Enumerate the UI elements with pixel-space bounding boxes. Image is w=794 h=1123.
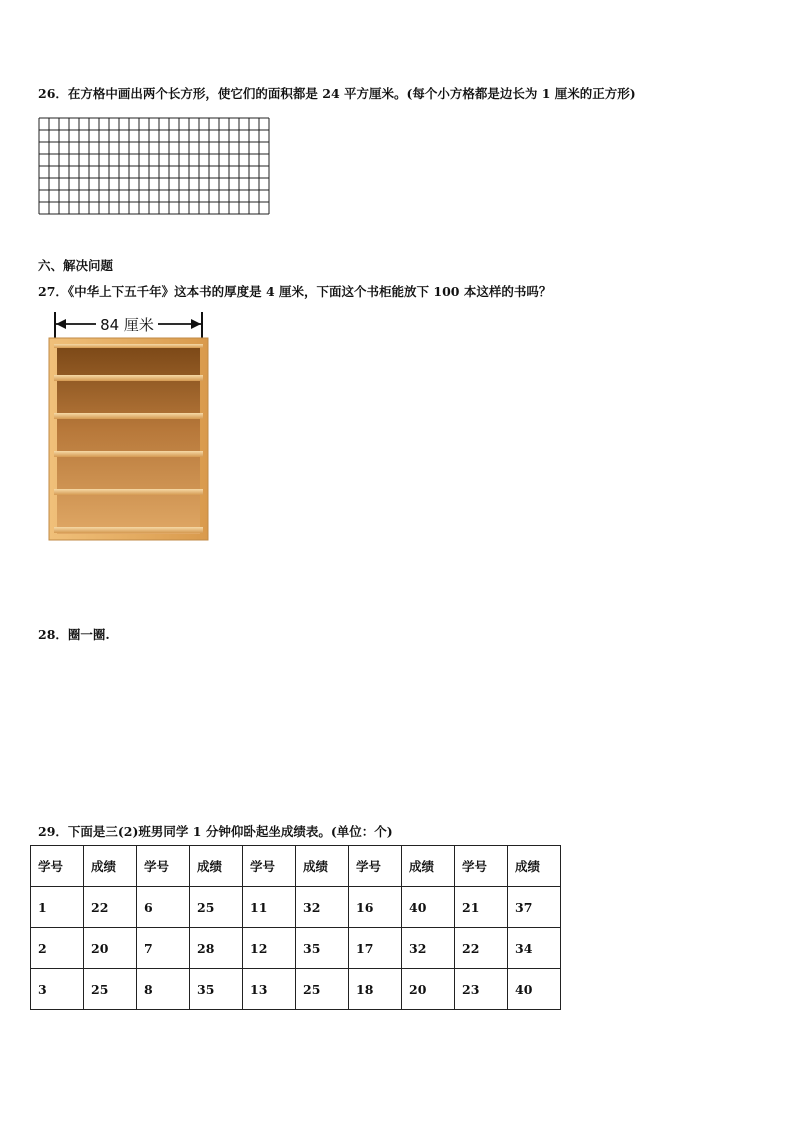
shelf-board xyxy=(54,344,203,348)
table-cell: 25 xyxy=(190,887,243,928)
shelf-board xyxy=(54,489,203,495)
table-cell: 8 xyxy=(137,969,190,1010)
shelf-board xyxy=(54,527,203,533)
table-cell: 6 xyxy=(137,887,190,928)
question-27-text: 27．《中华上下五千年》这本书的厚度是 4 厘米，下面这个书柜能放下 100 本这样的书吗？ xyxy=(38,284,552,299)
score-table xyxy=(30,845,561,1010)
table-cell: 25 xyxy=(84,969,137,1010)
table-cell: 35 xyxy=(296,928,349,969)
table-row xyxy=(31,928,561,969)
table-header-cell: 成绩 xyxy=(508,846,561,887)
table-cell: 40 xyxy=(402,887,455,928)
table-cell: 17 xyxy=(349,928,402,969)
table-header-cell: 学号 xyxy=(137,846,190,887)
shelf-board xyxy=(54,451,203,457)
table-header-cell: 成绩 xyxy=(402,846,455,887)
table-cell: 7 xyxy=(137,928,190,969)
table-header-cell: 学号 xyxy=(349,846,402,887)
table-cell: 2 xyxy=(31,928,84,969)
question-29-text: 29．下面是三(2)班男同学 1 分钟仰卧起坐成绩表。(单位：个) xyxy=(38,824,393,839)
table-cell: 21 xyxy=(455,887,508,928)
question-28-text: 28．圈一圈. xyxy=(38,627,110,642)
table-cell: 1 xyxy=(31,887,84,928)
table-header-cell: 成绩 xyxy=(190,846,243,887)
table-cell: 23 xyxy=(455,969,508,1010)
table-cell: 20 xyxy=(402,969,455,1010)
section-title: 六、解决问题 xyxy=(38,258,114,273)
table-cell: 12 xyxy=(243,928,296,969)
table-cell: 32 xyxy=(296,887,349,928)
table-header-cell: 学号 xyxy=(455,846,508,887)
table-cell: 13 xyxy=(243,969,296,1010)
table-cell: 22 xyxy=(455,928,508,969)
table-cell: 25 xyxy=(296,969,349,1010)
square-grid[interactable] xyxy=(38,117,270,241)
table-cell: 40 xyxy=(508,969,561,1010)
table-cell: 37 xyxy=(508,887,561,928)
table-header-cell: 成绩 xyxy=(84,846,137,887)
table-row xyxy=(31,969,561,1010)
shelf-board xyxy=(54,413,203,419)
table-row xyxy=(31,887,561,928)
table-cell: 34 xyxy=(508,928,561,969)
table-header-cell: 学号 xyxy=(31,846,84,887)
bookshelf-image xyxy=(40,308,212,544)
width-label: 84 厘米 xyxy=(100,316,154,334)
table-cell: 28 xyxy=(190,928,243,969)
table-header-row xyxy=(31,846,561,887)
table-header-cell: 成绩 xyxy=(296,846,349,887)
table-cell: 11 xyxy=(243,887,296,928)
table-cell: 20 xyxy=(84,928,137,969)
table-cell: 18 xyxy=(349,969,402,1010)
table-cell: 22 xyxy=(84,887,137,928)
question-26-text: 26．在方格中画出两个长方形，使它们的面积都是 24 平方厘米。(每个小方格都是边长为 1 厘米的正方形) xyxy=(38,86,636,101)
table-cell: 16 xyxy=(349,887,402,928)
table-header-cell: 学号 xyxy=(243,846,296,887)
table-cell: 3 xyxy=(31,969,84,1010)
shelf-board xyxy=(54,375,203,381)
table-cell: 35 xyxy=(190,969,243,1010)
table-cell: 32 xyxy=(402,928,455,969)
